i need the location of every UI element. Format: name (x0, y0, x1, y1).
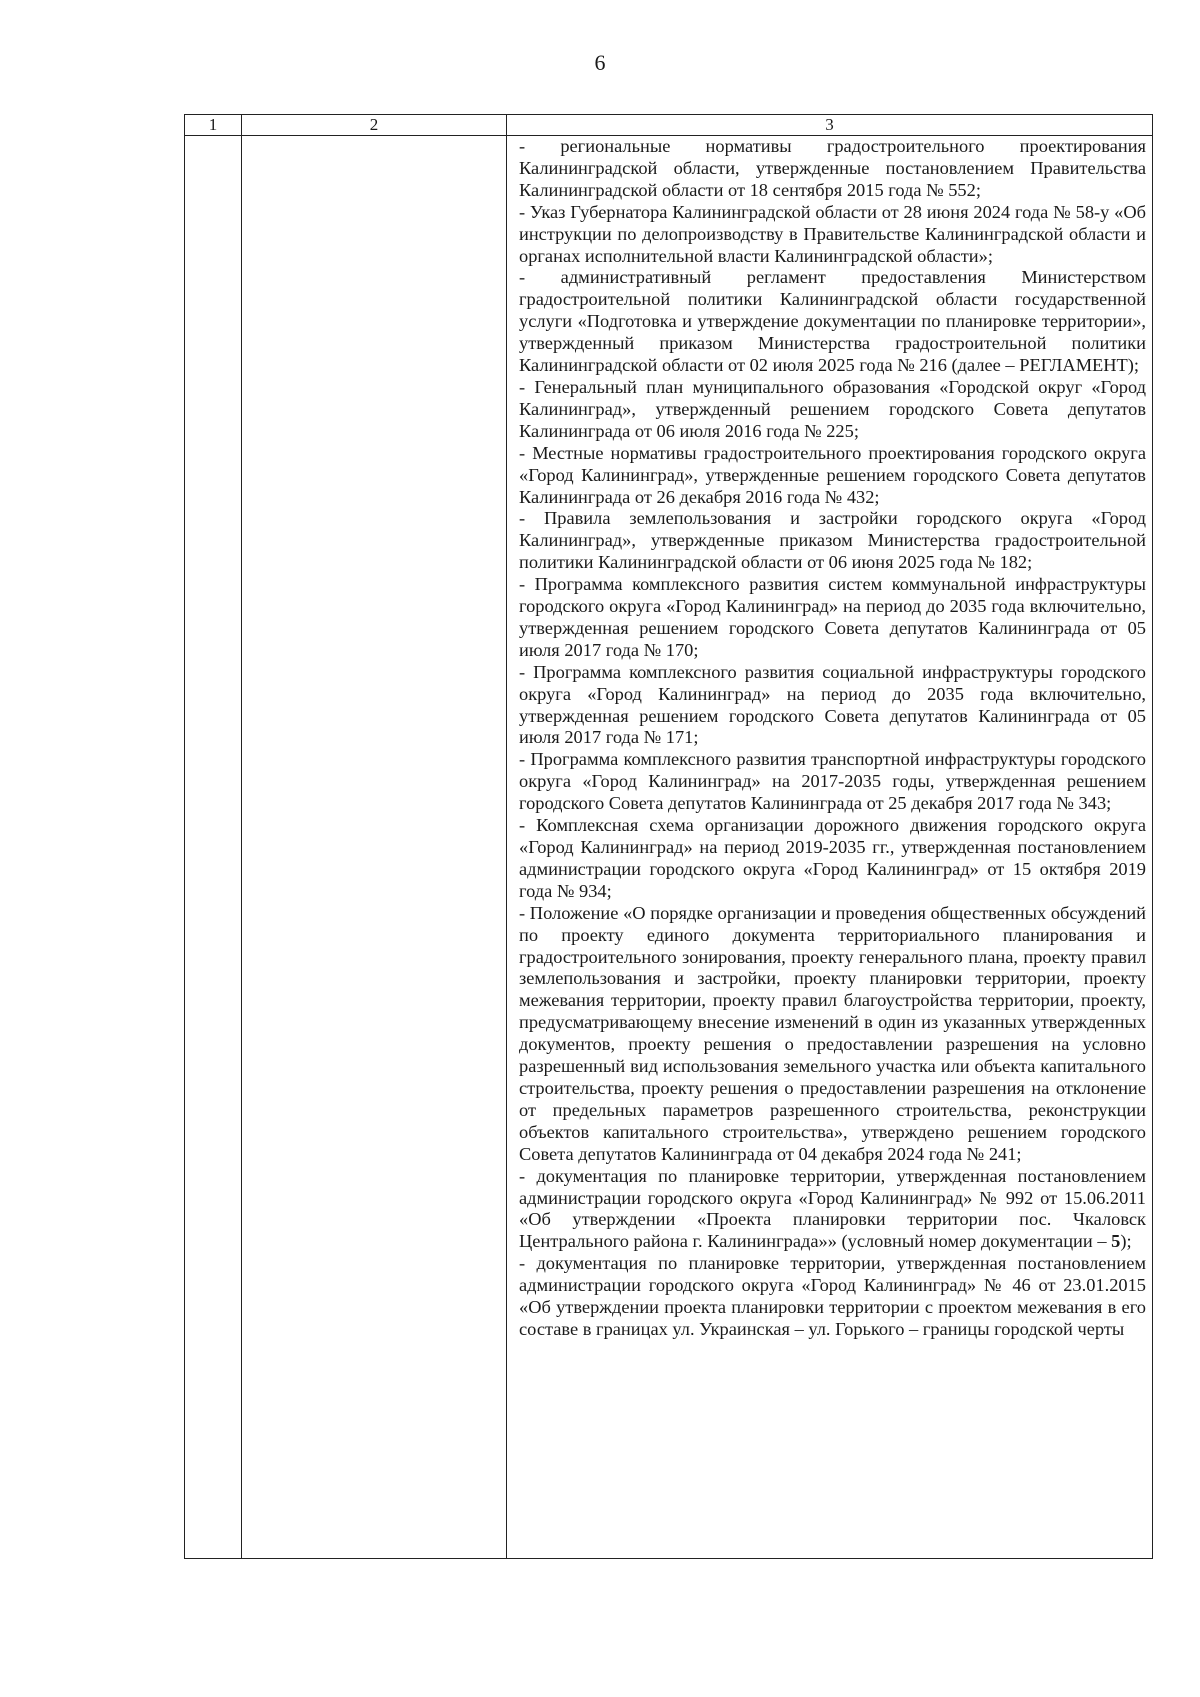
list-item: - Комплексная схема организации дорожного движения городского округа «Город Калининград» на период 2019-2035 гг., утвержденная постановлением администрации городского округа «Город Калининград» от 15 октября 2019 года № 934; (519, 815, 1146, 901)
list-item-text-end: ); (1120, 1231, 1132, 1252)
list-item: - Положение «О порядке организации и проведения общественных обсуждений по проекту единого документа территориального планирования и градостроительного зонирования, проекту генерального плана, проекту правил землепользования и застройки, проекту планировки территории, проекту межевания территории, проекту правил благоустройства территории, проекту, предусматривающему внесение изменений в один из указанных утвержденных документов, проекту решения о предоставлении разрешения на условно разрешенный вид использования земельного участка или объекта капитального строительства, проекту решения о предоставлении разрешения на отклонение от предельных параметров разрешенного строительства, реконструкции объектов капитального строительства», утверждено решением городского Совета депутатов Калининграда от 04 декабря 2024 года № 241; (519, 902, 1146, 1164)
list-item-text: - документация по планировке территории, утвержденная постановлением администрации городского округа «Город Калининград» № 992 от 15.06.2011 «Об утверждении «Проекта планировки территории пос. Чкаловск Центрального района г. Калининграда»» (условный номер документации – (519, 1165, 1146, 1252)
list-item: - Программа комплексного развития социальной инфраструктуры городского округа «Город Калининград» на период до 2035 года включительно, утвержденная решением городского Совета депутатов Калининграда от 05 июля 2017 года № 171; (519, 661, 1146, 748)
list-item: - Местные нормативы градостроительного проектирования городского округа «Город Калининград», утвержденные решением городского Совета депутатов Калининграда от 26 декабря 2016 года № 432; (519, 442, 1146, 507)
table-row (185, 136, 1153, 1559)
list-item: - административный регламент предоставления Министерством градостроительной политики Калининградской области государственной услуги «Подготовка и утверждение документации по планировке территории», утвержденный приказом Министерства градостроительной политики Калининградской области от 02 июля 2025 года № 216 (далее – РЕГЛАМЕНТ); (519, 267, 1146, 376)
list-item: - региональные нормативы градостроительного проектирования Калининградской области, утвержденные постановлением Правительства Калининградской области от 18 сентября 2015 года № 552; (519, 136, 1146, 200)
list-item: - Программа комплексного развития систем коммунальной инфраструктуры городского округа «Город Калининград» на период до 2035 года включительно, утвержденная решением городского Совета депутатов Калининграда от 05 июля 2017 года № 170; (519, 574, 1146, 660)
column-header-2: 2 (242, 115, 507, 136)
cell-col-3 (507, 136, 1153, 1559)
cell-col-1 (185, 136, 242, 1559)
page-number: 6 (594, 50, 606, 75)
column-header-3: 3 (507, 115, 1153, 136)
list-item: - Программа комплексного развития транспортной инфраструктуры городского округа «Город Калининград» на 2017-2035 годы, утвержденная решением городского Совета депутатов Калининграда от 25 декабря 2017 года № 343; (519, 749, 1146, 814)
list-item: - Указ Губернатора Калининградской области от 28 июня 2024 года № 58-у «Об инструкции по делопроизводству в Правительстве Калининградской области и органах исполнительной власти Калининградской области»; (519, 201, 1146, 266)
document-table (184, 114, 1153, 1559)
legal-basis-list (507, 136, 1152, 1341)
list-item: - Правила землепользования и застройки городского округа «Город Калининград», утвержденные приказом Министерства градостроительной политики Калининградской области от 06 июня 2025 года № 182; (519, 508, 1146, 573)
table-header-row (185, 115, 1153, 136)
documentation-number: 5 (1111, 1231, 1121, 1252)
list-item: - документация по планировке территории, утвержденная постановлением администрации городского округа «Город Калининград» № 46 от 23.01.2015 «Об утверждении проекта планировки территории с проектом межевания в его составе в границах ул. Украинская – ул. Горького – границы городской черты (519, 1253, 1146, 1339)
cell-col-2 (242, 136, 507, 1559)
list-item: - Генеральный план муниципального образования «Городской округ «Город Калининград», утвержденный решением городского Совета депутатов Калининграда от 06 июля 2016 года № 225; (519, 376, 1146, 441)
list-item (519, 1166, 1146, 1254)
column-header-1: 1 (185, 115, 242, 136)
